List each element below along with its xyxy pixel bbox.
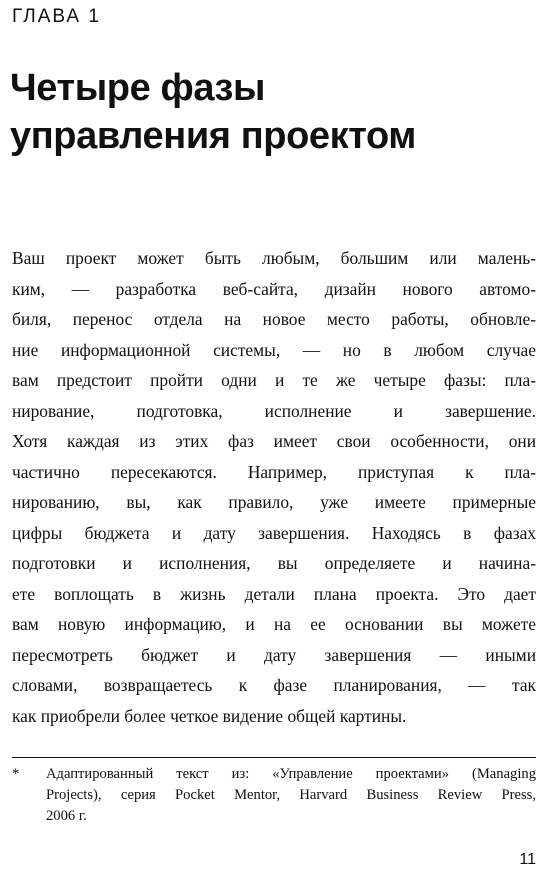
- body-line: подготовки и исполнения, вы определяете и начина-: [12, 553, 536, 573]
- chapter-title: [10, 64, 530, 160]
- footnote-line: Projects), серия Pocket Mentor, Harvard Business Review Press,: [46, 787, 536, 803]
- chapter-title-line: управления проектом: [10, 115, 416, 157]
- footnote-marker: *: [12, 766, 20, 782]
- body-line: пересмотреть бюджет и дату завершения — иными: [12, 644, 536, 665]
- body-line: нирование, подготовка, исполнение и завершение.: [12, 400, 536, 421]
- body-line: Хотя каждая из этих фаз имеет свои особенности, они: [12, 431, 536, 451]
- body-line: Ваш проект может быть любым, большим или малень-: [12, 248, 536, 268]
- body-line: вам новую информацию, и на ее основании вы можете: [12, 614, 536, 634]
- chapter-label: ГЛАВА 1: [12, 6, 101, 27]
- body-line: ким, — разработка веб-сайта, дизайн нового автомо-: [12, 278, 536, 299]
- body-paragraph: [12, 243, 536, 731]
- body-line: цифры бюджета и дату завершения. Находясь в фазах: [12, 522, 536, 543]
- body-line: биля, перенос отдела на новое место работы, обновле-: [12, 309, 536, 329]
- chapter-title-line: Четыре фазы: [10, 67, 266, 109]
- footnote-line: 2006 г.: [46, 808, 87, 824]
- body-line: ете воплощать в жизнь детали плана проекта. Это дает: [12, 583, 536, 604]
- footnote-divider: [12, 757, 536, 758]
- body-line: ние информационной системы, — но в любом случае: [12, 339, 536, 360]
- body-line: словами, возвращаетесь к фазе планирования, — так: [12, 675, 536, 695]
- footnote-line: Адаптированный текст из: «Управление проектами» (Managing: [46, 766, 536, 782]
- body-line: вам предстоит пройти одни и те же четыре фазы: пла-: [12, 370, 536, 390]
- body-line: как приобрели более четкое видение общей картины.: [12, 705, 407, 726]
- body-line: частично пересекаются. Например, приступая к пла-: [12, 461, 536, 482]
- page-number: 11: [519, 851, 536, 868]
- body-line: нированию, вы, как правило, уже имеете примерные: [12, 492, 536, 512]
- footnote-text: [46, 764, 536, 827]
